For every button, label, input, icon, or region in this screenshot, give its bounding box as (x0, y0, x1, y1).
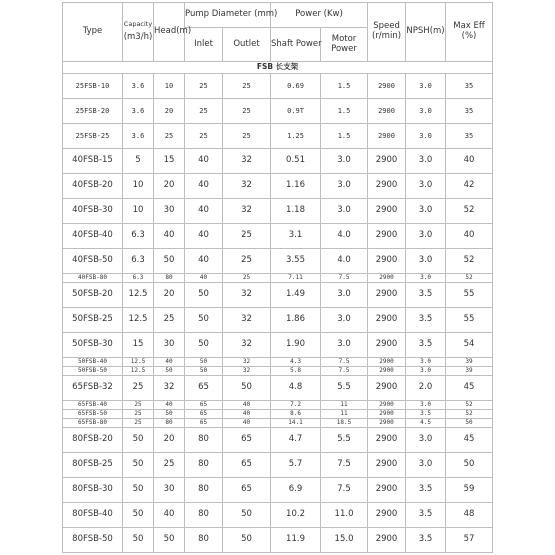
cell-type: 65FSB-50 (63, 410, 123, 419)
cell-outlet: 50 (223, 528, 271, 553)
section-label: FSB 长支架 (63, 62, 493, 74)
cell-inlet: 40 (185, 224, 223, 249)
cell-speed: 2900 (368, 249, 406, 274)
cell-inlet: 25 (185, 124, 223, 149)
table-row (63, 249, 493, 274)
cell-capacity: 6.3 (123, 249, 154, 274)
table-row (63, 410, 493, 419)
cell-capacity: 3.6 (123, 74, 154, 99)
cell-npsh: 3.0 (406, 249, 446, 274)
cell-motor-power: 15.0 (321, 528, 368, 553)
cell-capacity: 10 (123, 199, 154, 224)
cell-speed: 2900 (368, 419, 406, 428)
cell-outlet: 65 (223, 478, 271, 503)
cell-inlet: 25 (185, 99, 223, 124)
header-pump-diameter: Pump Diameter (mm) (185, 3, 271, 28)
cell-type: 25FSB-25 (63, 124, 123, 149)
cell-speed: 2900 (368, 401, 406, 410)
cell-motor-power: 3.0 (321, 333, 368, 358)
table-body (63, 3, 493, 553)
cell-shaft-power: 5.8 (271, 367, 321, 376)
cell-type: 80FSB-30 (63, 478, 123, 503)
cell-head: 40 (154, 401, 185, 410)
cell-shaft-power: 1.90 (271, 333, 321, 358)
cell-max-eff: 35 (446, 124, 493, 149)
header-max-eff: Max Eff (%) (446, 3, 493, 62)
cell-motor-power: 7.5 (321, 453, 368, 478)
cell-shaft-power: 7.11 (271, 274, 321, 283)
cell-shaft-power: 3.55 (271, 249, 321, 274)
cell-motor-power: 7.5 (321, 478, 368, 503)
cell-type: 25FSB-10 (63, 74, 123, 99)
cell-outlet: 32 (223, 308, 271, 333)
cell-outlet: 32 (223, 358, 271, 367)
cell-motor-power: 7.5 (321, 367, 368, 376)
cell-npsh: 3.0 (406, 358, 446, 367)
cell-speed: 2900 (368, 478, 406, 503)
cell-type: 40FSB-30 (63, 199, 123, 224)
cell-npsh: 4.5 (406, 419, 446, 428)
table-row (63, 503, 493, 528)
cell-max-eff: 59 (446, 478, 493, 503)
cell-npsh: 3.0 (406, 453, 446, 478)
header-capacity-line2: (m3/h) (123, 32, 153, 43)
cell-head: 20 (154, 174, 185, 199)
cell-type: 50FSB-25 (63, 308, 123, 333)
cell-max-eff: 45 (446, 428, 493, 453)
cell-shaft-power: 1.25 (271, 124, 321, 149)
cell-shaft-power: 4.8 (271, 376, 321, 401)
cell-inlet: 40 (185, 149, 223, 174)
header-outlet: Outlet (223, 28, 271, 62)
cell-max-eff: 55 (446, 283, 493, 308)
cell-shaft-power: 11.9 (271, 528, 321, 553)
table-row (63, 453, 493, 478)
cell-capacity: 25 (123, 376, 154, 401)
cell-type: 40FSB-15 (63, 149, 123, 174)
cell-motor-power: 5.5 (321, 376, 368, 401)
table-row (63, 478, 493, 503)
cell-shaft-power: 8.6 (271, 410, 321, 419)
header-shaft-power: Shaft Power (271, 28, 321, 62)
cell-motor-power: 1.5 (321, 74, 368, 99)
cell-speed: 2900 (368, 453, 406, 478)
cell-capacity: 12.5 (123, 367, 154, 376)
cell-npsh: 3.0 (406, 149, 446, 174)
cell-speed: 2900 (368, 410, 406, 419)
cell-npsh: 3.5 (406, 283, 446, 308)
cell-type: 65FSB-32 (63, 376, 123, 401)
cell-motor-power: 11.0 (321, 503, 368, 528)
cell-inlet: 50 (185, 333, 223, 358)
cell-type: 50FSB-30 (63, 333, 123, 358)
cell-head: 50 (154, 249, 185, 274)
cell-motor-power: 7.5 (321, 274, 368, 283)
cell-speed: 2900 (368, 199, 406, 224)
cell-speed: 2900 (368, 358, 406, 367)
cell-max-eff: 50 (446, 419, 493, 428)
table-row (63, 528, 493, 553)
cell-type: 50FSB-40 (63, 358, 123, 367)
table-row (63, 274, 493, 283)
cell-head: 50 (154, 410, 185, 419)
cell-speed: 2900 (368, 99, 406, 124)
header-inlet: Inlet (185, 28, 223, 62)
cell-type: 80FSB-20 (63, 428, 123, 453)
cell-capacity: 3.6 (123, 124, 154, 149)
cell-shaft-power: 1.16 (271, 174, 321, 199)
cell-shaft-power: 1.18 (271, 199, 321, 224)
cell-capacity: 50 (123, 428, 154, 453)
cell-head: 20 (154, 283, 185, 308)
cell-max-eff: 52 (446, 401, 493, 410)
cell-speed: 2900 (368, 528, 406, 553)
cell-inlet: 50 (185, 367, 223, 376)
cell-inlet: 65 (185, 410, 223, 419)
cell-max-eff: 39 (446, 358, 493, 367)
cell-inlet: 50 (185, 358, 223, 367)
cell-max-eff: 39 (446, 367, 493, 376)
cell-speed: 2900 (368, 503, 406, 528)
table-row (63, 199, 493, 224)
pump-spec-table (62, 2, 493, 553)
cell-npsh: 3.5 (406, 503, 446, 528)
cell-max-eff: 50 (446, 453, 493, 478)
cell-inlet: 40 (185, 199, 223, 224)
cell-inlet: 50 (185, 283, 223, 308)
cell-inlet: 40 (185, 174, 223, 199)
cell-speed: 2900 (368, 376, 406, 401)
cell-shaft-power: 0.69 (271, 74, 321, 99)
cell-outlet: 32 (223, 199, 271, 224)
cell-shaft-power: 6.9 (271, 478, 321, 503)
header-capacity-line1: Capacity (123, 19, 153, 28)
cell-capacity: 10 (123, 174, 154, 199)
cell-capacity: 50 (123, 478, 154, 503)
cell-speed: 2900 (368, 224, 406, 249)
cell-capacity: 6.3 (123, 224, 154, 249)
cell-head: 40 (154, 358, 185, 367)
cell-shaft-power: 4.3 (271, 358, 321, 367)
cell-head: 40 (154, 503, 185, 528)
cell-outlet: 32 (223, 174, 271, 199)
cell-head: 80 (154, 274, 185, 283)
cell-shaft-power: 10.2 (271, 503, 321, 528)
cell-head: 25 (154, 124, 185, 149)
cell-outlet: 32 (223, 367, 271, 376)
table-row (63, 149, 493, 174)
table-row (63, 419, 493, 428)
header-type: Type (63, 3, 123, 62)
cell-npsh: 3.5 (406, 528, 446, 553)
cell-npsh: 3.0 (406, 274, 446, 283)
cell-max-eff: 40 (446, 149, 493, 174)
cell-type: 40FSB-20 (63, 174, 123, 199)
cell-outlet: 40 (223, 410, 271, 419)
cell-npsh: 3.0 (406, 428, 446, 453)
cell-capacity: 3.6 (123, 99, 154, 124)
table-row (63, 124, 493, 149)
cell-inlet: 80 (185, 528, 223, 553)
header-speed: Speed (r/min) (368, 3, 406, 62)
cell-inlet: 40 (185, 274, 223, 283)
cell-capacity: 50 (123, 528, 154, 553)
cell-max-eff: 52 (446, 410, 493, 419)
cell-capacity: 6.3 (123, 274, 154, 283)
cell-inlet: 40 (185, 249, 223, 274)
cell-npsh: 3.5 (406, 478, 446, 503)
cell-max-eff: 52 (446, 249, 493, 274)
cell-shaft-power: 5.7 (271, 453, 321, 478)
cell-outlet: 50 (223, 503, 271, 528)
cell-speed: 2900 (368, 274, 406, 283)
cell-head: 32 (154, 376, 185, 401)
cell-motor-power: 3.0 (321, 283, 368, 308)
cell-inlet: 50 (185, 308, 223, 333)
cell-outlet: 40 (223, 419, 271, 428)
cell-motor-power: 11 (321, 410, 368, 419)
cell-outlet: 25 (223, 74, 271, 99)
cell-head: 40 (154, 224, 185, 249)
cell-motor-power: 18.5 (321, 419, 368, 428)
cell-npsh: 3.5 (406, 333, 446, 358)
cell-inlet: 80 (185, 503, 223, 528)
cell-type: 50FSB-50 (63, 367, 123, 376)
table-row (63, 401, 493, 410)
cell-outlet: 25 (223, 99, 271, 124)
cell-head: 20 (154, 428, 185, 453)
cell-inlet: 80 (185, 428, 223, 453)
cell-head: 10 (154, 74, 185, 99)
cell-head: 50 (154, 367, 185, 376)
cell-max-eff: 55 (446, 308, 493, 333)
cell-shaft-power: 0.51 (271, 149, 321, 174)
cell-head: 30 (154, 199, 185, 224)
header-row-top (63, 3, 493, 28)
cell-outlet: 32 (223, 149, 271, 174)
cell-motor-power: 3.0 (321, 149, 368, 174)
table-row (63, 74, 493, 99)
cell-outlet: 25 (223, 124, 271, 149)
cell-max-eff: 54 (446, 333, 493, 358)
cell-speed: 2900 (368, 283, 406, 308)
cell-capacity: 12.5 (123, 283, 154, 308)
cell-npsh: 3.0 (406, 99, 446, 124)
cell-outlet: 25 (223, 249, 271, 274)
table-row (63, 376, 493, 401)
cell-inlet: 65 (185, 419, 223, 428)
cell-head: 30 (154, 333, 185, 358)
cell-shaft-power: 3.1 (271, 224, 321, 249)
cell-type: 80FSB-25 (63, 453, 123, 478)
cell-capacity: 12.5 (123, 358, 154, 367)
cell-type: 50FSB-20 (63, 283, 123, 308)
cell-inlet: 80 (185, 478, 223, 503)
cell-capacity: 12.5 (123, 308, 154, 333)
cell-capacity: 5 (123, 149, 154, 174)
cell-outlet: 65 (223, 428, 271, 453)
table-row (63, 428, 493, 453)
cell-motor-power: 3.0 (321, 174, 368, 199)
cell-motor-power: 3.0 (321, 199, 368, 224)
cell-head: 50 (154, 528, 185, 553)
cell-max-eff: 42 (446, 174, 493, 199)
cell-npsh: 3.5 (406, 308, 446, 333)
header-capacity (123, 3, 154, 62)
cell-max-eff: 52 (446, 274, 493, 283)
cell-outlet: 50 (223, 376, 271, 401)
cell-npsh: 3.0 (406, 367, 446, 376)
cell-npsh: 3.0 (406, 124, 446, 149)
cell-max-eff: 40 (446, 224, 493, 249)
cell-speed: 2900 (368, 333, 406, 358)
cell-outlet: 25 (223, 224, 271, 249)
cell-capacity: 25 (123, 401, 154, 410)
cell-npsh: 3.0 (406, 74, 446, 99)
cell-capacity: 15 (123, 333, 154, 358)
cell-capacity: 25 (123, 410, 154, 419)
cell-motor-power: 4.0 (321, 224, 368, 249)
cell-speed: 2900 (368, 124, 406, 149)
cell-motor-power: 7.5 (321, 358, 368, 367)
cell-head: 25 (154, 453, 185, 478)
cell-capacity: 50 (123, 453, 154, 478)
cell-outlet: 32 (223, 283, 271, 308)
table-row (63, 333, 493, 358)
cell-head: 20 (154, 99, 185, 124)
cell-speed: 2900 (368, 174, 406, 199)
cell-inlet: 80 (185, 453, 223, 478)
table-row (63, 367, 493, 376)
cell-shaft-power: 1.86 (271, 308, 321, 333)
table-row (63, 308, 493, 333)
cell-npsh: 2.0 (406, 376, 446, 401)
table-row (63, 174, 493, 199)
section-row (63, 62, 493, 74)
cell-shaft-power: 4.7 (271, 428, 321, 453)
cell-max-eff: 57 (446, 528, 493, 553)
cell-npsh: 3.0 (406, 224, 446, 249)
cell-inlet: 65 (185, 376, 223, 401)
cell-outlet: 25 (223, 274, 271, 283)
cell-type: 65FSB-40 (63, 401, 123, 410)
cell-shaft-power: 0.9T (271, 99, 321, 124)
cell-type: 40FSB-80 (63, 274, 123, 283)
cell-speed: 2900 (368, 149, 406, 174)
table-row (63, 358, 493, 367)
cell-head: 15 (154, 149, 185, 174)
table-row (63, 99, 493, 124)
cell-outlet: 65 (223, 453, 271, 478)
cell-max-eff: 52 (446, 199, 493, 224)
cell-motor-power: 1.5 (321, 99, 368, 124)
cell-max-eff: 35 (446, 74, 493, 99)
cell-max-eff: 45 (446, 376, 493, 401)
cell-speed: 2900 (368, 428, 406, 453)
table-row (63, 224, 493, 249)
header-head: Head(m) (154, 3, 185, 62)
cell-motor-power: 5.5 (321, 428, 368, 453)
cell-capacity: 25 (123, 419, 154, 428)
cell-outlet: 32 (223, 333, 271, 358)
header-power: Power (Kw) (271, 3, 368, 28)
table-row (63, 283, 493, 308)
cell-motor-power: 11 (321, 401, 368, 410)
cell-speed: 2900 (368, 308, 406, 333)
cell-type: 80FSB-40 (63, 503, 123, 528)
cell-shaft-power: 14.1 (271, 419, 321, 428)
cell-shaft-power: 1.49 (271, 283, 321, 308)
cell-type: 40FSB-50 (63, 249, 123, 274)
cell-type: 40FSB-40 (63, 224, 123, 249)
cell-inlet: 65 (185, 401, 223, 410)
cell-inlet: 25 (185, 74, 223, 99)
cell-head: 80 (154, 419, 185, 428)
cell-motor-power: 4.0 (321, 249, 368, 274)
cell-speed: 2900 (368, 74, 406, 99)
cell-type: 65FSB-80 (63, 419, 123, 428)
cell-motor-power: 3.0 (321, 308, 368, 333)
cell-npsh: 3.0 (406, 174, 446, 199)
cell-max-eff: 35 (446, 99, 493, 124)
cell-shaft-power: 7.2 (271, 401, 321, 410)
header-motor-power: Motor Power (321, 28, 368, 62)
cell-type: 80FSB-50 (63, 528, 123, 553)
cell-outlet: 40 (223, 401, 271, 410)
cell-npsh: 3.0 (406, 199, 446, 224)
cell-head: 30 (154, 478, 185, 503)
cell-capacity: 50 (123, 503, 154, 528)
cell-type: 25FSB-20 (63, 99, 123, 124)
cell-max-eff: 48 (446, 503, 493, 528)
header-npsh: NPSH(m) (406, 3, 446, 62)
cell-motor-power: 1.5 (321, 124, 368, 149)
cell-npsh: 3.0 (406, 401, 446, 410)
cell-speed: 2900 (368, 367, 406, 376)
cell-npsh: 3.5 (406, 410, 446, 419)
cell-head: 25 (154, 308, 185, 333)
